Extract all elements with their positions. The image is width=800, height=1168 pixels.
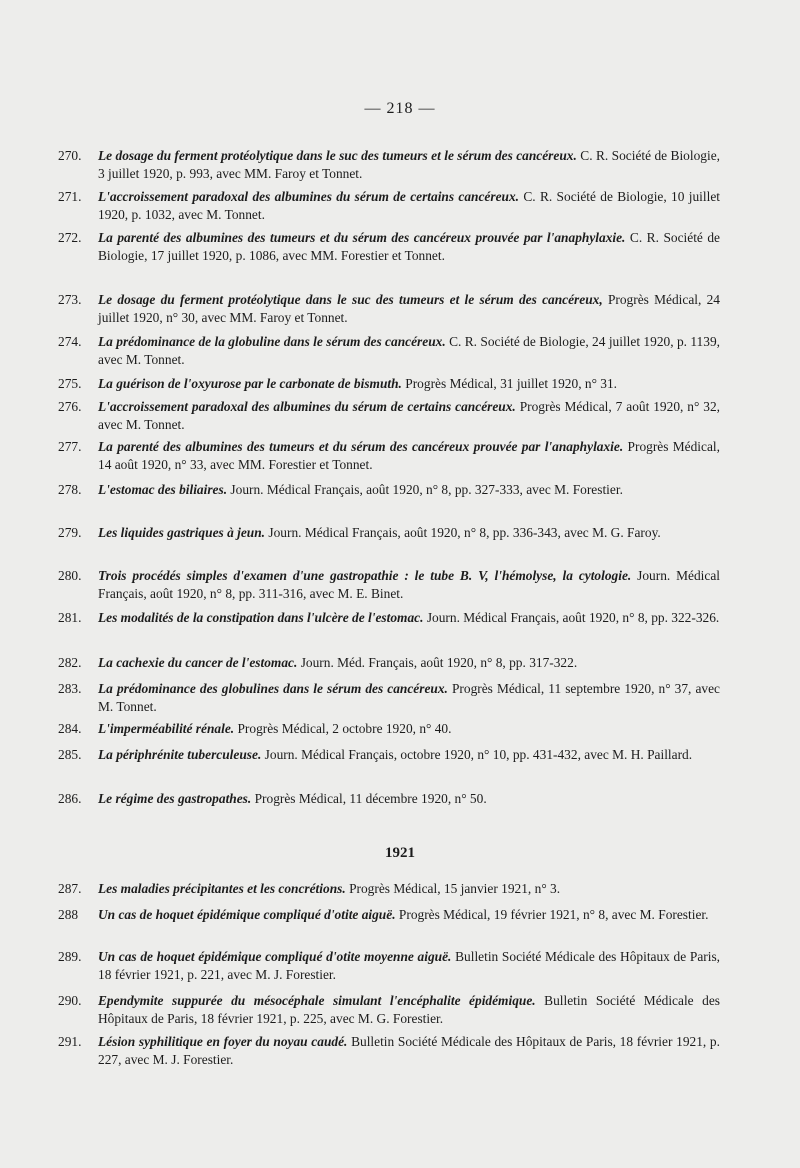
bibliography-entry — [58, 880, 720, 898]
entry-reference: Progrès Médical, 11 septembre 1920, n° 37, avec M. Tonnet. — [98, 681, 720, 714]
entry-number: 271. — [58, 189, 82, 204]
entry-number: 279. — [58, 525, 82, 540]
bibliography-entry — [58, 609, 720, 627]
bibliography-entry — [58, 481, 720, 499]
entry-reference: Progrès Médical, 19 février 1921, n° 8, avec M. Forestier. — [398, 907, 709, 922]
entry-title: Trois procédés simples d'examen d'une gastropathie : le tube B. V, l'hémolyse, la cytologie. — [98, 568, 632, 583]
entry-title: L'estomac des biliaires. — [98, 482, 228, 497]
entry-reference: Journ. Médical Français, août 1920, n° 8, pp. 336-343, avec M. G. Faroy. — [268, 525, 661, 540]
entry-number: 275. — [58, 376, 82, 391]
entry-reference: Progrès Médical, 31 juillet 1920, n° 31. — [405, 376, 618, 391]
entry-title: Le dosage du ferment protéolytique dans le suc des tumeurs et le sérum des cancéreux, — [98, 292, 603, 307]
page-number: — 218 — — [364, 100, 436, 117]
entry-title: L'accroissement paradoxal des albumines du sérum de certains cancéreux. — [98, 399, 516, 414]
year-heading: 1921 — [385, 845, 415, 861]
bibliography-entry — [58, 992, 720, 1028]
entry-reference: Bulletin Société Médicale des Hôpitaux de Paris, 18 février 1921, p. 227, avec M. J. Forestier. — [98, 1034, 720, 1067]
entry-number: 276. — [58, 399, 82, 414]
entry-number: 290. — [58, 993, 82, 1008]
entry-reference: Progrès Médical, 2 octobre 1920, n° 40. — [237, 721, 452, 736]
entry-title: Ependymite suppurée du mésocéphale simulant l'encéphalite épidémique. — [98, 993, 536, 1008]
entry-reference: Progrès Médical, 11 décembre 1920, n° 50. — [254, 791, 487, 806]
entry-number: 287. — [58, 881, 82, 896]
bibliography-entry — [58, 147, 720, 183]
bibliography-entry — [58, 948, 720, 984]
entry-reference: Bulletin Société Médicale des Hôpitaux de Paris, 18 février 1921, p. 225, avec M. G. Forestier. — [98, 993, 720, 1026]
entry-number: 281. — [58, 610, 82, 625]
bibliography-entry — [58, 188, 720, 224]
entry-number: 274. — [58, 334, 82, 349]
bibliography-entry — [58, 790, 720, 808]
entry-number: 291. — [58, 1034, 82, 1049]
entry-title: La parenté des albumines des tumeurs et du sérum des cancéreux prouvée par l'anaphylaxie. — [98, 439, 624, 454]
entry-title: Le dosage du ferment protéolytique dans le suc des tumeurs et le sérum des cancéreux. — [98, 148, 577, 163]
entry-reference: Journ. Médical Français, août 1920, n° 8, pp. 322-326. — [426, 610, 720, 625]
entry-title: La périphrénite tuberculeuse. — [98, 747, 262, 762]
entry-number: 283. — [58, 681, 82, 696]
entry-number: 285. — [58, 747, 82, 762]
bibliography-entry — [58, 906, 720, 924]
bibliography-entry — [58, 654, 720, 672]
entry-reference: Progrès Médical, 15 janvier 1921, n° 3. — [349, 881, 561, 896]
entry-reference: C. R. Société de Biologie, 10 juillet 1920, p. 1032, avec M. Tonnet. — [98, 189, 720, 222]
bibliography-entry — [58, 680, 720, 716]
entry-reference: Journ. Médical Français, août 1920, n° 8, pp. 327-333, avec M. Forestier. — [230, 482, 623, 497]
entry-number: 270. — [58, 148, 82, 163]
entry-number: 278. — [58, 482, 82, 497]
entry-number: 277. — [58, 439, 82, 454]
entry-number: 284. — [58, 721, 82, 736]
bibliography-entry — [58, 333, 720, 369]
entry-title: La cachexie du cancer de l'estomac. — [98, 655, 298, 670]
entry-number: 289. — [58, 949, 82, 964]
entry-title: Les modalités de la constipation dans l'ulcère de l'estomac. — [98, 610, 424, 625]
entry-number: 282. — [58, 655, 82, 670]
entry-title: La prédominance de la globuline dans le sérum des cancéreux. — [98, 334, 446, 349]
entry-reference: Journ. Médical Français, octobre 1920, n° 10, pp. 431-432, avec M. H. Paillard. — [264, 747, 693, 762]
entry-title: Les liquides gastriques à jeun. — [98, 525, 266, 540]
entry-title: L'accroissement paradoxal des albumines du sérum de certains cancéreux. — [98, 189, 520, 204]
bibliography-entry — [58, 746, 720, 764]
entry-number: 288 — [58, 907, 79, 922]
entry-reference: Journ. Méd. Français, août 1920, n° 8, pp. 317-322. — [300, 655, 578, 670]
bibliography-entry — [58, 375, 720, 393]
entry-title: La guérison de l'oxyurose par le carbonate de bismuth. — [98, 376, 402, 391]
bibliography-entry — [58, 291, 720, 327]
entry-reference: C. R. Société de Biologie, 24 juillet 1920, p. 1139, avec M. Tonnet. — [98, 334, 720, 367]
bibliography-entry — [58, 720, 720, 738]
entry-title: Un cas de hoquet épidémique compliqué d'otite moyenne aiguë. — [98, 949, 452, 964]
entry-number: 273. — [58, 292, 82, 307]
entry-title: Les maladies précipitantes et les concrétions. — [98, 881, 346, 896]
entry-reference: C. R. Société de Biologie, 17 juillet 1920, p. 1086, avec MM. Forestier et Tonnet. — [98, 230, 720, 263]
bibliography-entry — [58, 438, 720, 474]
entry-reference: Bulletin Société Médicale des Hôpitaux de Paris, 18 février 1921, p. 221, avec M. J. Forestier. — [98, 949, 721, 982]
entry-title: La parenté des albumines des tumeurs et du sérum des cancéreux prouvée par l'anaphylaxie. — [98, 230, 626, 245]
entry-number: 272. — [58, 230, 82, 245]
bibliography-entry — [58, 229, 720, 265]
entry-title: L'imperméabilité rénale. — [98, 721, 235, 736]
entry-reference: C. R. Société de Biologie, 3 juillet 1920, p. 993, avec MM. Faroy et Tonnet. — [98, 148, 720, 181]
bibliography-entry — [58, 567, 720, 603]
bibliography-entry — [58, 398, 720, 434]
entry-title: La prédominance des globulines dans le sérum des cancéreux. — [98, 681, 448, 696]
entry-number: 286. — [58, 791, 82, 806]
entry-title: Lésion syphilitique en foyer du noyau caudé. — [98, 1034, 348, 1049]
bibliography-entry — [58, 524, 720, 542]
entry-title: Un cas de hoquet épidémique compliqué d'otite aiguë. — [98, 907, 396, 922]
entry-reference: Journ. Médical Français, août 1920, n° 8, pp. 311-316, avec M. E. Binet. — [98, 568, 721, 601]
entry-title: Le régime des gastropathes. — [98, 791, 252, 806]
entry-reference: Progrès Médical, 7 août 1920, n° 32, avec M. Tonnet. — [98, 399, 720, 432]
entry-reference: Progrès Médical, 24 juillet 1920, n° 30, avec MM. Faroy et Tonnet. — [98, 292, 720, 325]
bibliography-entry — [58, 1033, 720, 1069]
entry-reference: Progrès Médical, 14 août 1920, n° 33, avec MM. Forestier et Tonnet. — [98, 439, 720, 472]
entry-number: 280. — [58, 568, 82, 583]
